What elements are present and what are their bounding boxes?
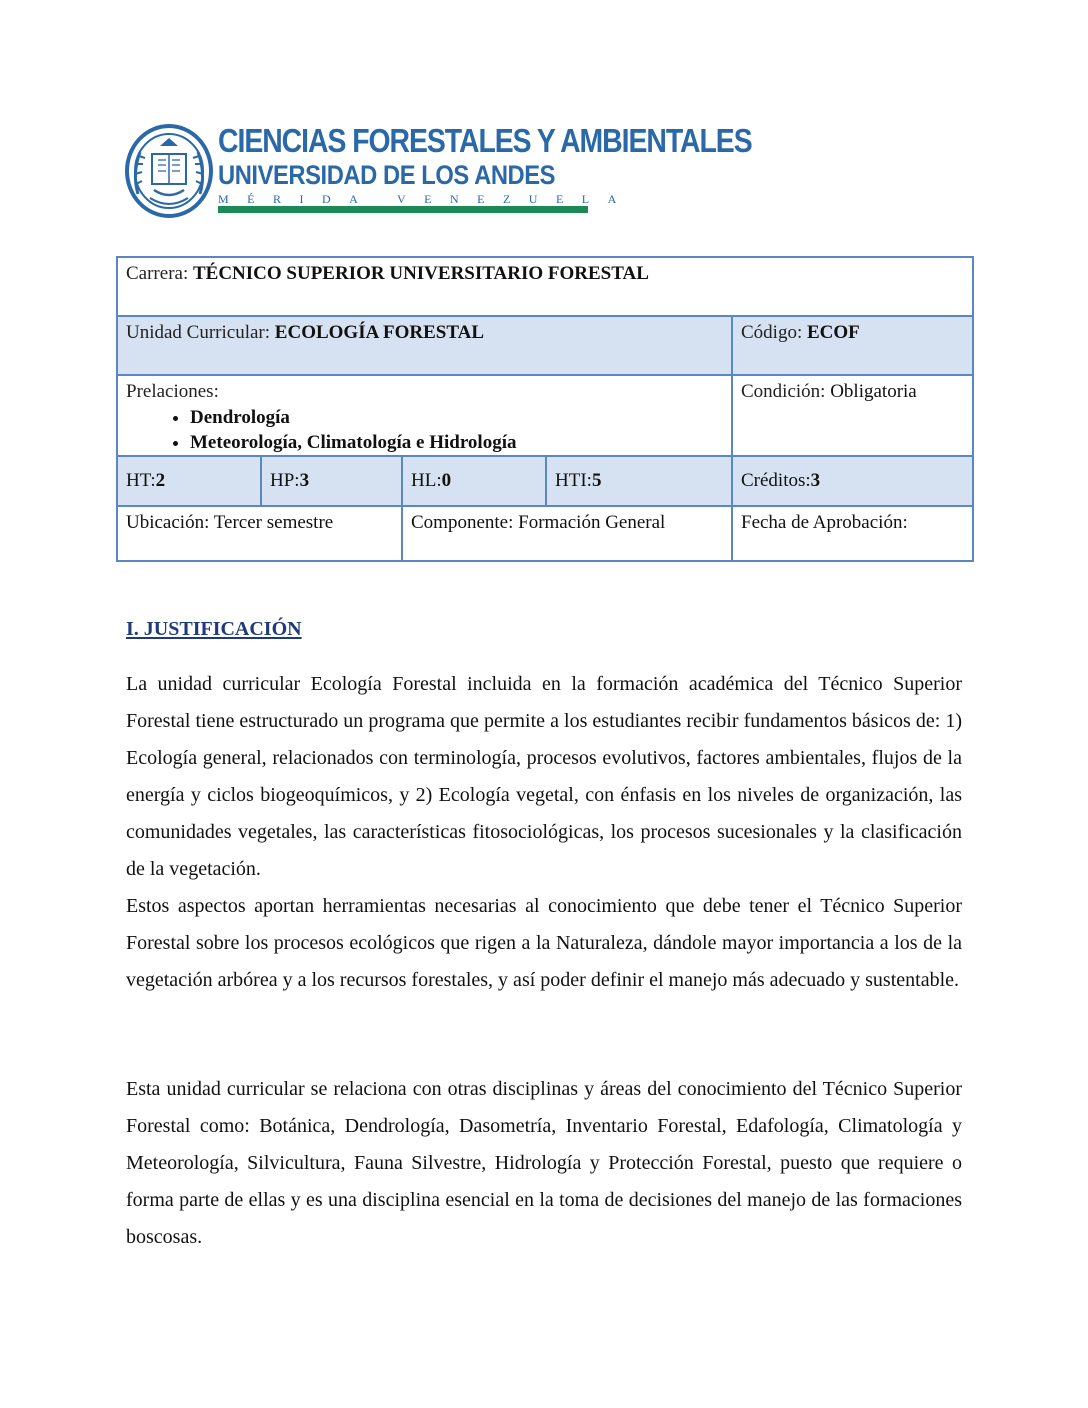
university-wordmark [218,122,752,207]
cell-codigo: Código: ECOF [732,316,973,375]
university-name: UNIVERSIDAD DE LOS ANDES [218,160,556,190]
cell-hl: HL:0 [402,456,546,506]
prelaciones-list [126,405,723,455]
cell-creditos: Créditos:3 [732,456,973,506]
university-seal-logo [124,124,214,218]
cell-condicion: Condición: Obligatoria [732,375,973,456]
cell-unidad: Unidad Curricular: ECOLOGÍA FORESTAL [117,316,732,375]
paragraph: Estos aspectos aportan herramientas necesarias al conocimiento que debe tener el Técnico Superior Forestal sobre los procesos ecológicos que rigen a la Naturaleza, dándole mayor importancia a los de la vegetación arbórea y a los recursos forestales, y así poder definir el manejo más adecuado y sustentable. [126,895,962,991]
row-prelaciones [117,375,973,456]
cell-fecha: Fecha de Aprobación: [732,506,973,561]
section-title: I. JUSTIFICACIÓN [126,618,302,640]
paragraph: Esta unidad curricular se relaciona con otras disciplinas y áreas del conocimiento del Técnico Superior Forestal como: Botánica, Dendrología, Dasometría, Inventario Forestal, Edafología, Climatología y Meteorología, Silvicultura, Fauna Silvestre, Hidrología y Protección Forestal, puesto que requiere o forma parte de ellas y es una disciplina esencial en la toma de decisiones del manejo de las formaciones boscosas. [126,1078,962,1248]
faculty-name: CIENCIAS FORESTALES Y AMBIENTALES [218,122,752,159]
location-name: MÉRIDA VENEZUELA [218,192,635,206]
university-header [124,122,752,220]
row-carrera [117,257,973,316]
brand-divider [218,206,588,213]
unidad-value: ECOLOGÍA FORESTAL [274,322,485,343]
cell-componente: Componente: Formación General [402,506,732,561]
paragraph: La unidad curricular Ecología Forestal incluida en la formación académica del Técnico Superior Forestal tiene estructurado un programa que permite a los estudiantes recibir fundamentos básicos de: 1) Ecología general, relacionados con terminología, procesos evolutivos, factores ambientales, flujos de la energía y ciclos biogeoquímicos, y 2) Ecología vegetal, con énfasis en los niveles de organización, las comunidades vegetales, las características fitosociológicas, los procesos sucesionales y la clasificación de la vegetación. [126,673,962,880]
carrera-value: TÉCNICO SUPERIOR UNIVERSITARIO FORESTAL [192,263,649,284]
prelaciones-label: Prelaciones: [126,381,219,402]
row-hours [117,456,973,506]
row-unidad [117,316,973,375]
condicion-value: Obligatoria [830,381,917,402]
cell-hti: HTI:5 [546,456,732,506]
list-item: • Meteorología, Climatología e Hidrología [190,430,723,455]
cell-hp: HP:3 [261,456,402,506]
cell-ht: HT:2 [117,456,261,506]
cell-carrera: Carrera: TÉCNICO SUPERIOR UNIVERSITARIO FORESTAL [117,257,973,316]
row-ubicacion [117,506,973,561]
course-info-table [116,256,974,562]
cell-prelaciones [117,375,732,456]
list-item: • Dendrología [190,405,723,430]
codigo-value: ECOF [806,322,860,343]
cell-ubicacion: Ubicación: Tercer semestre [117,506,402,561]
